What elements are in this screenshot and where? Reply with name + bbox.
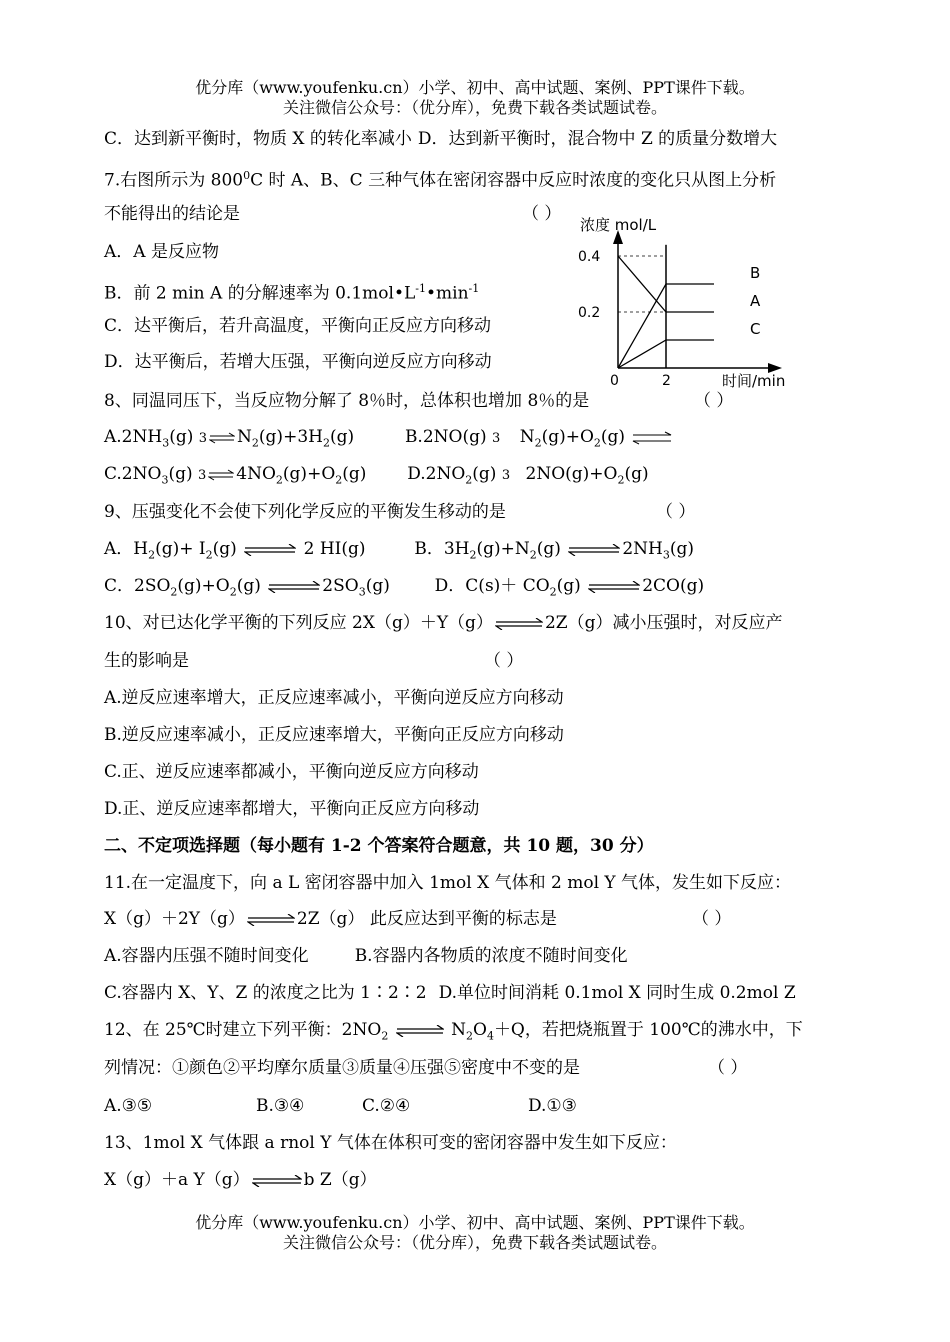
q6-options — [104, 127, 777, 151]
q7-option-b-a: B．前 2 min A 的分解速率为 0.1mol•L — [104, 283, 416, 304]
q9-b-r2: (g) — [669, 539, 694, 559]
q11-options-cd — [104, 981, 796, 1005]
q8-a-glyph: 3 — [198, 431, 208, 446]
q12-stem-a: 12、在 25℃时建立下列平衡：2NO — [104, 1020, 382, 1040]
q7-option-d: D．达平衡后，若增大压强，平衡向逆反应方向移动 — [104, 352, 492, 372]
q12-stem-s2: 2 — [466, 1029, 473, 1043]
q12-stem-m2: O — [473, 1020, 487, 1040]
q9-b-r: 2NH — [622, 539, 663, 559]
q8-a-l: A.2NH — [104, 427, 163, 447]
q10-answer-paren: （ ） — [484, 651, 524, 671]
q9-d-r: 2CO(g) — [642, 576, 705, 596]
q8-c-l: C.2NO — [104, 464, 162, 484]
q8-d-r2: (g) — [624, 464, 649, 484]
q9-c-m2: (g) — [236, 576, 261, 596]
x-axis-label: 时间/min — [722, 372, 786, 390]
q8-d-glyph: 3 — [501, 468, 511, 483]
q12-stem-m: N — [451, 1020, 466, 1040]
q8-b-glyph: 3 — [492, 431, 501, 446]
q8-b-s2: 2 — [593, 436, 601, 450]
reversible-arrow-icon — [252, 1175, 302, 1187]
q9-a-l: A．H — [104, 539, 149, 559]
q12-answer-paren: （ ） — [708, 1058, 748, 1078]
q8-options-cd — [104, 462, 649, 492]
q9-a-m: (g)+ I — [155, 539, 206, 559]
q7-stem-sup: 0 — [243, 169, 251, 182]
q8-c-r: 4NO — [236, 464, 276, 484]
q8-b-r: N — [519, 427, 535, 447]
q11-option-b: B.容器内各物质的浓度不随时间变化 — [354, 946, 628, 966]
footer-line-1: 优分库（www.youfenku.cn）小学、初中、高中试题、案例、PPT课件下载。 — [195, 1213, 755, 1232]
q8-a-s3: 2 — [322, 436, 330, 450]
q7-stem-line-2 — [104, 202, 240, 226]
q8-c-r2: (g)+O — [282, 464, 336, 484]
q9-c-l: C．2SO — [104, 576, 171, 596]
q8-a-r: N — [237, 427, 252, 447]
reversible-arrow-icon — [208, 469, 234, 481]
equilibrium-arrow-icon — [568, 544, 620, 556]
section-2-title: 二、不定项选择题（每小题有 1-2 个答案符合题意，共 10 题，30 分） — [104, 836, 654, 856]
q10-stem-a: 10、对已达化学平衡的下列反应 2X（g）＋Y（g） — [104, 613, 493, 633]
q8-d-r: 2NO(g)+O — [525, 464, 618, 484]
q13-eq-r: b Z（g） — [303, 1170, 377, 1190]
q7-option-b-b: •min — [425, 283, 469, 304]
q13-stem: 13、1mol X 气体跟 a rnol Y 气体在体积可变的密闭容器中发生如下反应： — [104, 1133, 677, 1153]
q8-a-s2: 2 — [251, 436, 259, 450]
q8-b-l: B.2NO(g) — [404, 427, 487, 447]
q11-equation — [104, 907, 557, 931]
q8-c-glyph: 3 — [198, 468, 207, 483]
q9-c-s1: 2 — [170, 585, 178, 599]
series-label-B: B — [750, 264, 761, 282]
q11-eq-r: 2Z（g） 此反应达到平衡的标志是 — [296, 909, 557, 929]
equilibrium-arrow-icon — [268, 581, 320, 593]
q11-option-c: C.容器内 X、Y、Z 的浓度之比为 1∶2∶2 — [104, 983, 427, 1003]
y-axis-label: 浓度 mol/L — [580, 216, 657, 234]
equilibrium-arrow-icon — [588, 581, 640, 593]
q9-c-m: (g)+O — [177, 576, 230, 596]
reversible-arrow-icon — [495, 618, 543, 630]
q11-options-ab — [104, 944, 628, 968]
x-tick-label-2: 2 — [662, 373, 671, 389]
origin-label: 0 — [610, 373, 619, 389]
q8-a-r3: (g) — [329, 427, 355, 447]
q7-option-b-sup1: -1 — [415, 282, 426, 295]
q8-b-s1: 2 — [534, 436, 542, 450]
footer-line-2: 关注微信公众号：（优分库），免费下载各类试题试卷。 — [282, 1233, 667, 1252]
q8-d-l: D.2NO — [407, 464, 466, 484]
y-tick-label-0.4: 0.4 — [578, 249, 601, 265]
q12-stem-s1: 2 — [381, 1029, 389, 1043]
reversible-arrow-icon — [247, 914, 295, 926]
q12-options — [104, 1094, 577, 1118]
q8-c-m: (g) — [168, 464, 193, 484]
q8-b-r3: (g) — [600, 427, 626, 447]
q7-option-b — [104, 277, 479, 306]
q9-b-s1: 2 — [469, 548, 477, 562]
q9-c-s2: 2 — [229, 585, 237, 599]
q12-stem-line-2: 列情况：①颜色②平均摩尔质量③质量④压强⑤密度中不变的是 — [104, 1058, 580, 1078]
q8-c-r3: (g) — [342, 464, 367, 484]
q8-options-ab — [104, 425, 674, 455]
q9-b-s2: 2 — [529, 548, 537, 562]
reversible-arrow-icon — [209, 432, 235, 444]
q10-stem-line-2: 生的影响是 — [104, 651, 189, 671]
q9-c-s3: 3 — [358, 585, 366, 599]
q13-equation — [104, 1168, 377, 1192]
series-label-A: A — [750, 292, 761, 310]
header-line-1: 优分库（www.youfenku.cn）小学、初中、高中试题、案例、PPT课件下载。 — [195, 78, 755, 97]
q9-c-r: 2SO — [322, 576, 359, 596]
q12-option-c: C.②④ — [362, 1096, 411, 1116]
q8-b-r2: (g)+O — [541, 427, 594, 447]
q9-b-s3: 3 — [662, 548, 670, 562]
q7-stem-a: 7.右图所示为 800 — [104, 170, 244, 191]
header-line-2: 关注微信公众号：（优分库），免费下载各类试题试卷。 — [282, 98, 667, 117]
q10-option-c: C.正、逆反应速率都减小，平衡向逆反应方向移动 — [104, 762, 479, 782]
q9-a-r: 2 HI(g) — [303, 539, 366, 559]
q9-b-l: B．3H — [414, 539, 470, 559]
q7-stem — [104, 164, 776, 193]
q9-stem: 9、压强变化不会使下列化学反应的平衡发生移动的是 — [104, 502, 506, 522]
q12-stem — [104, 1018, 803, 1048]
q10-option-a: A.逆反应速率增大，正反应速率减小，平衡向逆反应方向移动 — [104, 688, 564, 708]
q8-answer-paren: （ ） — [694, 391, 734, 411]
q9-c-r2: (g) — [365, 576, 390, 596]
q9-a-m2: (g) — [212, 539, 237, 559]
q10-stem — [104, 611, 782, 635]
reversible-arrow-icon — [632, 431, 672, 445]
q9-b-m2: (g) — [536, 539, 561, 559]
q12-option-a: A.③⑤ — [104, 1096, 153, 1116]
q12-option-d: D.①③ — [528, 1096, 577, 1116]
q9-a-s2: 2 — [205, 548, 213, 562]
equilibrium-arrow-icon — [396, 1025, 444, 1037]
q12-option-b: B.③④ — [256, 1096, 305, 1116]
q7-answer-paren: （ ） — [522, 204, 562, 224]
q10-option-b: B.逆反应速率减小，正反应速率增大，平衡向正反应方向移动 — [104, 725, 564, 745]
q11-option-d: D.单位时间消耗 0.1mol X 同时生成 0.2mol Z — [438, 983, 796, 1003]
q8-a-m: (g) — [169, 427, 194, 447]
q11-eq-l: X（g）＋2Y（g） — [104, 909, 245, 929]
q9-d-s1: 2 — [549, 585, 557, 599]
series-label-C: C — [750, 320, 761, 338]
q8-d-m: (g) — [472, 464, 497, 484]
q13-eq-l: X（g）＋a Y（g） — [104, 1170, 250, 1190]
q6-option-d: D．达到新平衡时，混合物中 Z 的质量分数增大 — [417, 129, 778, 149]
concentration-chart — [574, 212, 814, 390]
q8-c-s2: 2 — [275, 473, 283, 487]
q11-stem: 11.在一定温度下，向 a L 密闭容器中加入 1mol X 气体和 2 mol Y 气体，发生如下反应： — [104, 873, 792, 893]
q8-a-s1: 3 — [162, 436, 170, 450]
q9-d-m: (g) — [556, 576, 581, 596]
q9-b-m: (g)+N — [476, 539, 530, 559]
q8-stem: 8、同温同压下，当反应物分解了 8％时，总体积也增加 8％的是 — [104, 391, 590, 411]
q9-a-s1: 2 — [148, 548, 156, 562]
q8-c-s1: 3 — [161, 473, 169, 487]
q11-answer-paren: （ ） — [692, 909, 732, 929]
q10-option-d: D.正、逆反应速率都增大，平衡向正反应方向移动 — [104, 799, 480, 819]
q8-d-s2: 2 — [617, 473, 625, 487]
q9-options-ab — [104, 537, 694, 567]
y-tick-label-0.2: 0.2 — [578, 305, 601, 321]
q6-option-c: C．达到新平衡时，物质 X 的转化率减小 — [104, 129, 412, 149]
equilibrium-arrow-icon — [244, 544, 296, 556]
q7-option-a: A．A 是反应物 — [104, 242, 219, 262]
q12-stem-s3: 4 — [486, 1029, 494, 1043]
q9-d-l: D．C(s)＋ CO — [434, 576, 550, 596]
q11-option-a: A.容器内压强不随时间变化 — [104, 946, 309, 966]
q8-c-s3: 2 — [335, 473, 343, 487]
q12-stem-b: ＋Q，若把烧瓶置于 100℃的沸水中，下 — [493, 1020, 803, 1040]
q7-stem-b: C 时 A、B、C 三种气体在密闭容器中反应时浓度的变化只从图上分析 — [250, 170, 777, 191]
q9-options-cd — [104, 574, 704, 604]
q7-option-b-sup2: -1 — [468, 282, 480, 295]
q8-a-r2: (g)+3H — [258, 427, 323, 447]
q9-answer-paren: （ ） — [656, 502, 696, 522]
q8-d-s1: 2 — [465, 473, 473, 487]
q10-stem-b: 2Z（g）减小压强时，对反应产 — [544, 613, 783, 633]
q7-stem-2: 不能得出的结论是 — [104, 204, 240, 224]
q7-option-c: C．达平衡后，若升高温度，平衡向正反应方向移动 — [104, 316, 492, 336]
